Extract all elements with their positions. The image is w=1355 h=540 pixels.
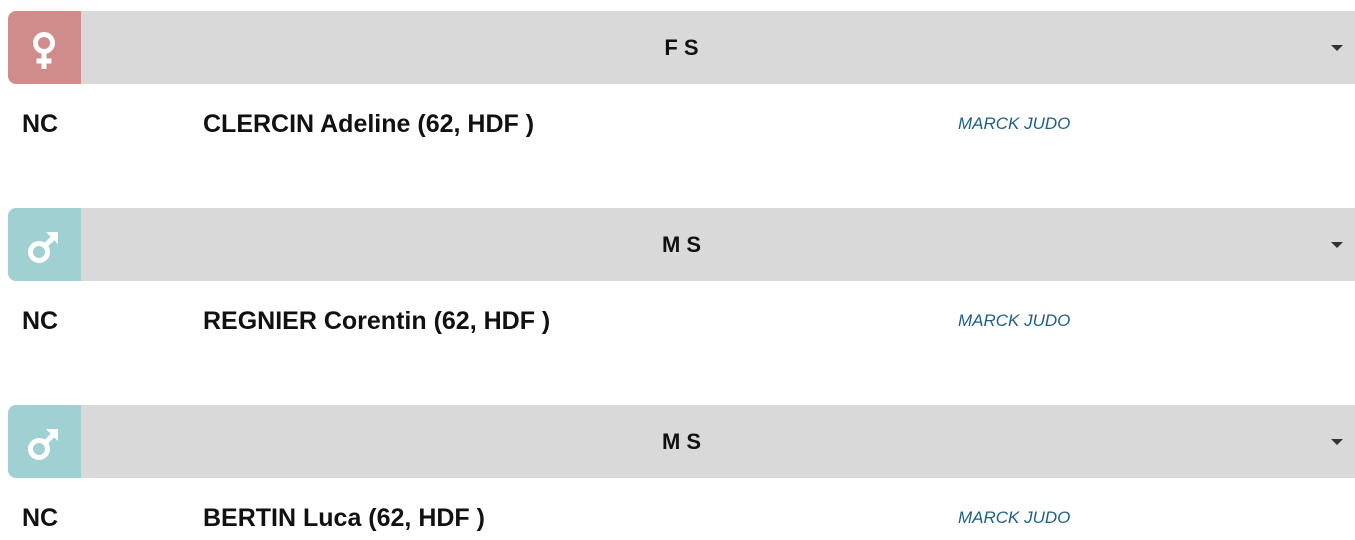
category-block-female bbox=[0, 0, 1355, 197]
category-header[interactable] bbox=[8, 208, 1355, 281]
category-block-male bbox=[0, 394, 1355, 540]
competitor-name: REGNIER Corentin (62, HDF ) bbox=[203, 307, 551, 335]
competitor-name: CLERCIN Adeline (62, HDF ) bbox=[203, 110, 535, 138]
category-block-male bbox=[0, 197, 1355, 394]
chevron-down-icon[interactable] bbox=[1331, 439, 1343, 445]
chevron-down-icon[interactable] bbox=[1331, 45, 1343, 51]
competitor-rank: NC bbox=[22, 307, 59, 335]
competitor-club: MARCK JUDO bbox=[958, 114, 1071, 133]
competitor-rank: NC bbox=[22, 110, 59, 138]
category-title: M S bbox=[661, 232, 702, 257]
competitor-club: MARCK JUDO bbox=[958, 311, 1071, 330]
category-header[interactable] bbox=[8, 11, 1355, 84]
competitor-row bbox=[0, 84, 1355, 164]
competitor-rank: NC bbox=[22, 504, 59, 532]
competitor-row bbox=[0, 478, 1355, 540]
category-title: M S bbox=[661, 429, 702, 454]
competitor-name: BERTIN Luca (62, HDF ) bbox=[203, 504, 485, 532]
competitor-row bbox=[0, 281, 1355, 361]
category-header[interactable] bbox=[8, 405, 1355, 478]
chevron-down-icon[interactable] bbox=[1331, 242, 1343, 248]
category-title: F S bbox=[664, 35, 699, 60]
competitor-club: MARCK JUDO bbox=[958, 508, 1071, 527]
